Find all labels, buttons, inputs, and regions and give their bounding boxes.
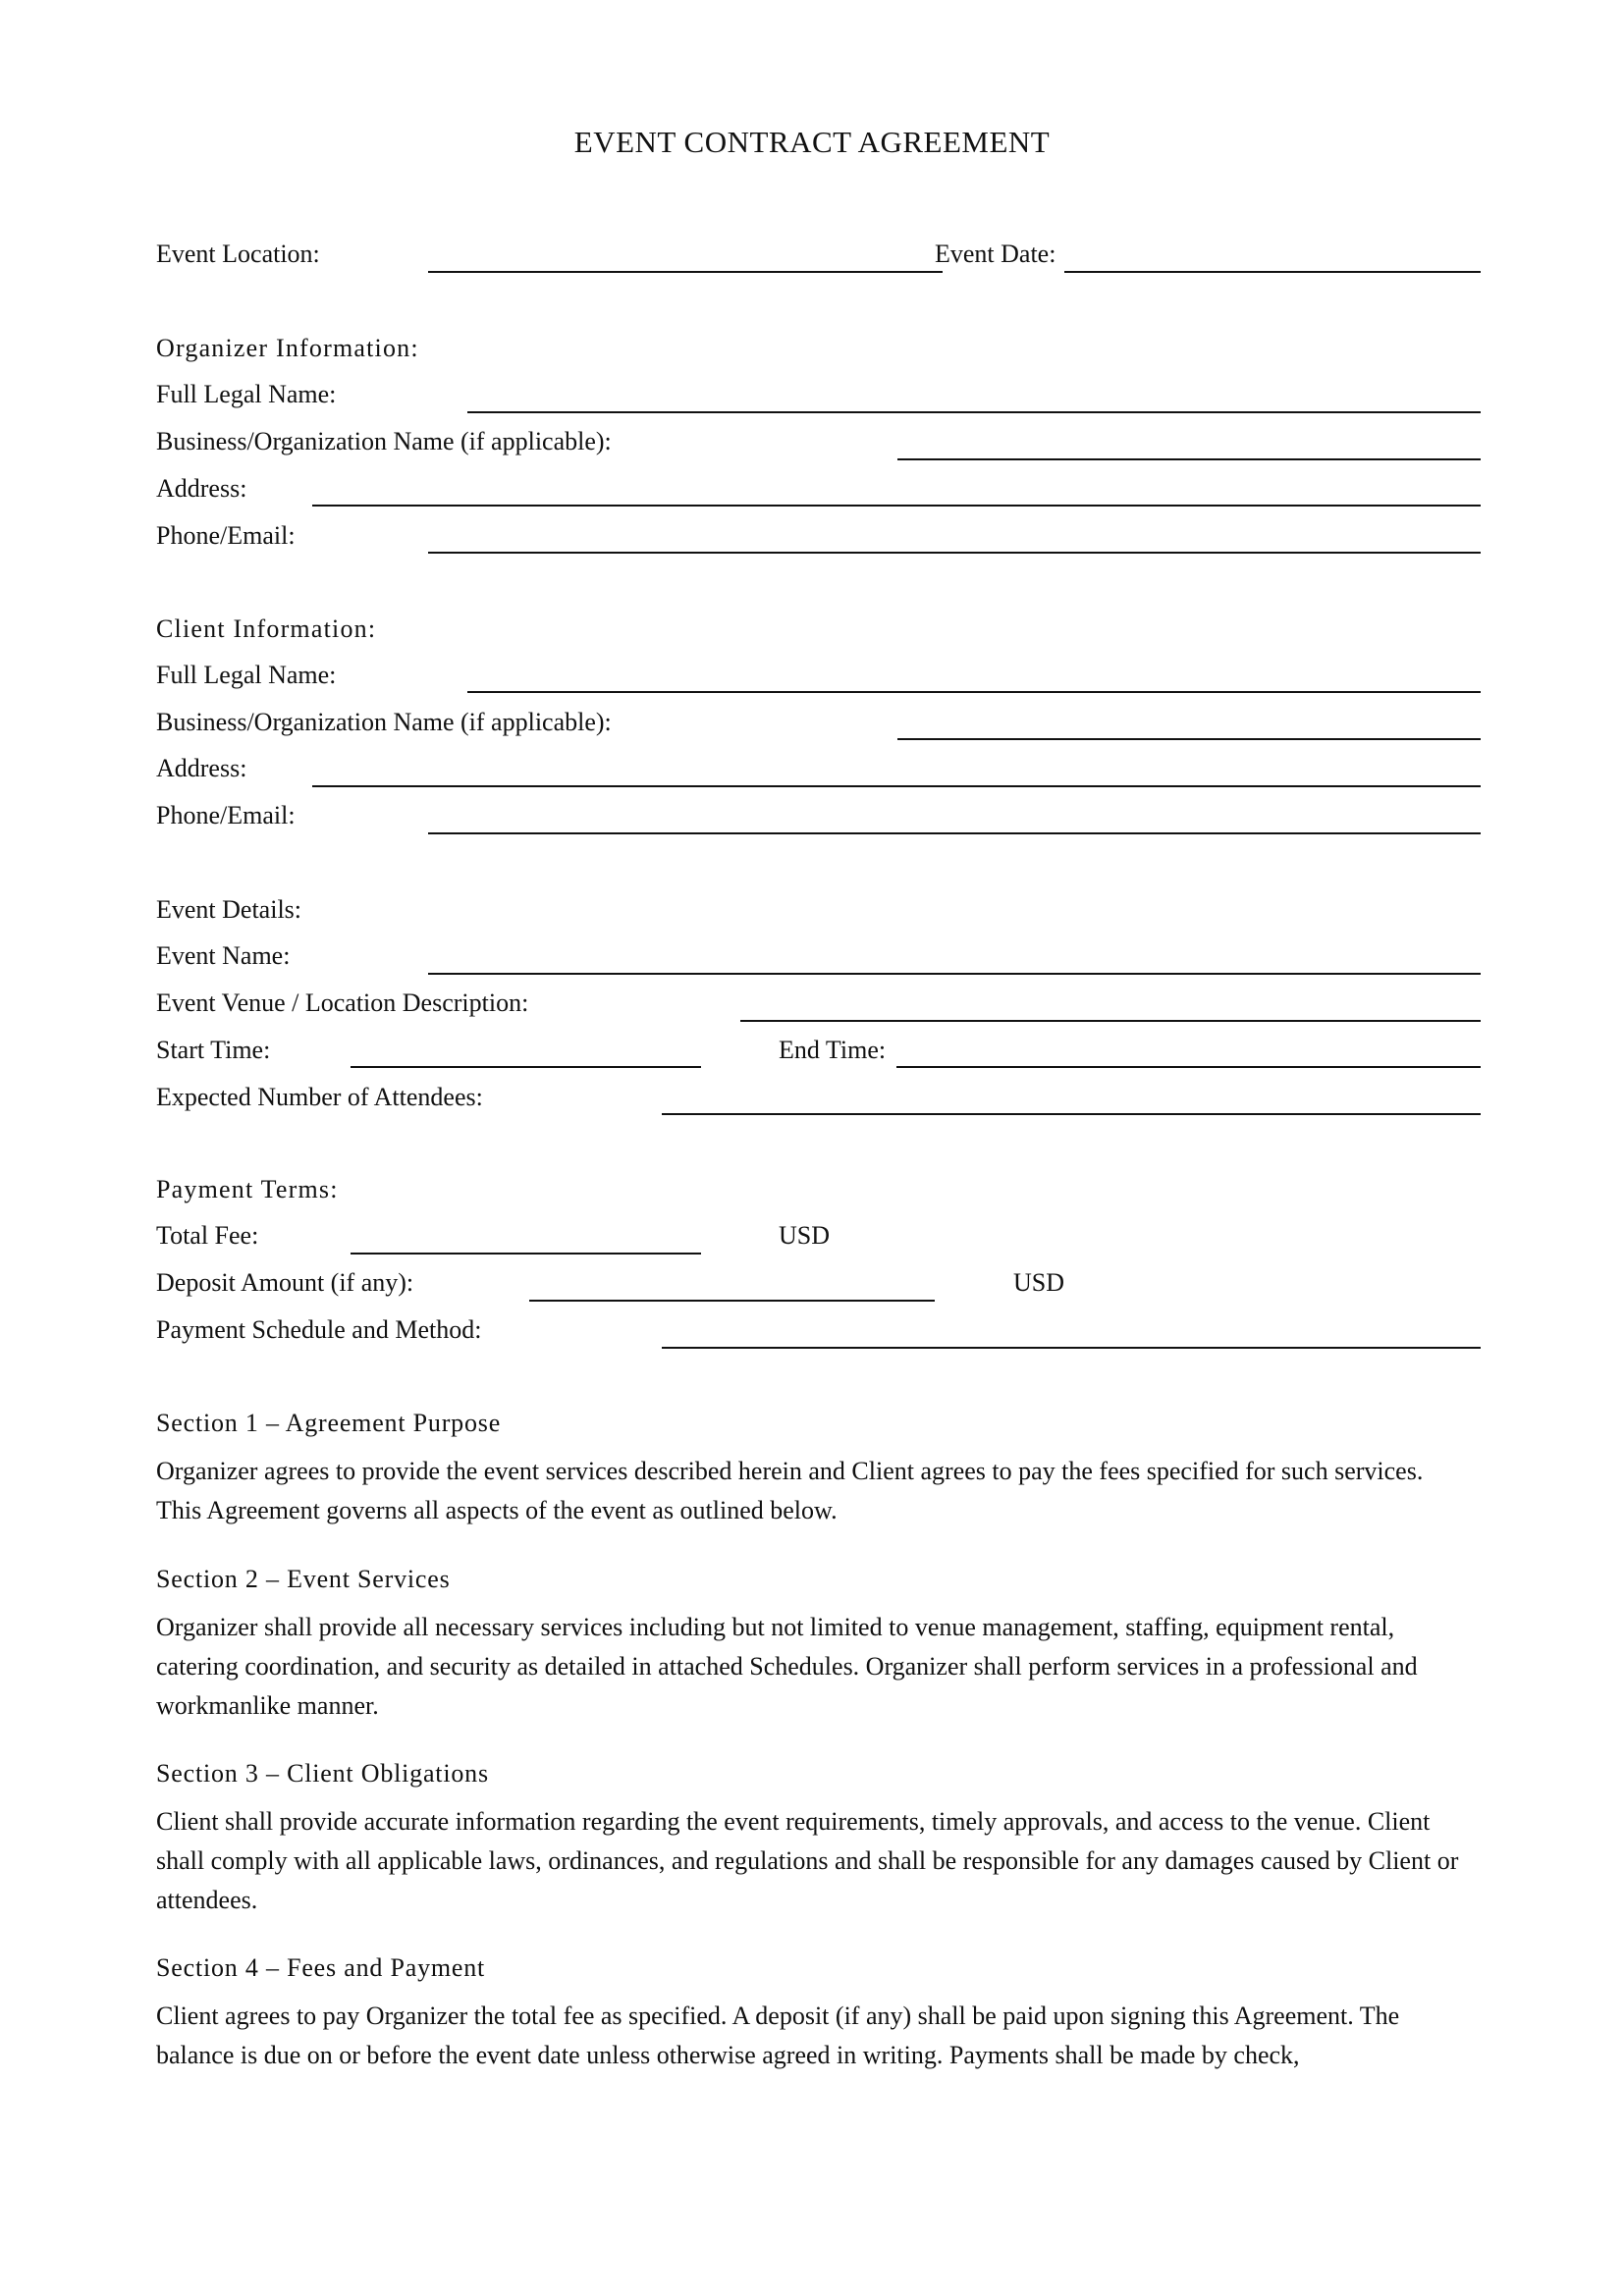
client-address-field[interactable] <box>312 785 1481 787</box>
start-time-field[interactable] <box>351 1066 701 1068</box>
end-time-label: End Time: <box>779 1036 887 1064</box>
attendees-label: Expected Number of Attendees: <box>156 1083 483 1111</box>
event-venue-label: Event Venue / Location Description: <box>156 988 529 1017</box>
section-4-body: Client agrees to pay Organizer the total fee as specified. A deposit (if any) shall be paid upon signing this Agreement. The balance is due on or before the event date unless otherwise agreed in writing. Payments shall be made by check, <box>156 2002 1400 2069</box>
section-1-body: Organizer agrees to provide the event services described herein and Client agrees to pay the fees specified for such services. This Agreement governs all aspects of the event as outlined below. <box>156 1457 1424 1524</box>
total-fee-currency: USD <box>779 1221 831 1250</box>
client-phone-field[interactable] <box>428 832 1481 834</box>
client-address-label: Address: <box>156 754 247 782</box>
client-full-name-label: Full Legal Name: <box>156 661 337 689</box>
event-details-heading: Event Details: <box>156 895 302 924</box>
organizer-full-name-label: Full Legal Name: <box>156 380 337 408</box>
payment-schedule-label: Payment Schedule and Method: <box>156 1315 482 1344</box>
client-heading: Client Information: <box>156 614 377 643</box>
event-name-field[interactable] <box>428 973 1481 975</box>
section-3-body: Client shall provide accurate information regarding the event requirements, timely approvals, and access to the venue. Client shall comply with all applicable laws, ordinances, and regulations and shall be responsible for any damages caused by Client or attendees. <box>156 1807 1459 1914</box>
start-time-label: Start Time: <box>156 1036 271 1064</box>
organizer-address-label: Address: <box>156 474 247 503</box>
client-full-name-field[interactable] <box>467 691 1481 693</box>
event-name-label: Event Name: <box>156 941 291 970</box>
section-2-body: Organizer shall provide all necessary services including but not limited to venue management, staffing, equipment rental, catering coordination, and security as detailed in attached Schedules. Organizer shall perform services in a professional and workmanlike manner. <box>156 1613 1418 1720</box>
organizer-heading: Organizer Information: <box>156 334 419 362</box>
event-date-field[interactable] <box>1064 271 1481 273</box>
organizer-phone-field[interactable] <box>428 552 1481 554</box>
section-1-title: Section 1 – Agreement Purpose <box>156 1409 502 1437</box>
client-business-field[interactable] <box>897 738 1481 740</box>
end-time-field[interactable] <box>896 1066 1481 1068</box>
event-location-field[interactable] <box>428 271 943 273</box>
payment-heading: Payment Terms: <box>156 1175 339 1203</box>
event-location-label: Event Location: <box>156 240 320 268</box>
deposit-field[interactable] <box>529 1300 935 1302</box>
client-business-label: Business/Organization Name (if applicable): <box>156 708 612 736</box>
client-phone-label: Phone/Email: <box>156 801 296 829</box>
payment-schedule-field[interactable] <box>662 1347 1481 1349</box>
organizer-business-label: Business/Organization Name (if applicable): <box>156 427 612 455</box>
organizer-phone-label: Phone/Email: <box>156 521 296 550</box>
event-date-label: Event Date: <box>935 240 1056 268</box>
document-title: EVENT CONTRACT AGREEMENT <box>573 125 1051 159</box>
total-fee-label: Total Fee: <box>156 1221 259 1250</box>
organizer-business-field[interactable] <box>897 458 1481 460</box>
deposit-currency: USD <box>1013 1268 1065 1297</box>
total-fee-field[interactable] <box>351 1253 701 1255</box>
section-2-title: Section 2 – Event Services <box>156 1565 451 1593</box>
organizer-address-field[interactable] <box>312 505 1481 507</box>
organizer-full-name-field[interactable] <box>467 411 1481 413</box>
event-venue-field[interactable] <box>740 1020 1481 1022</box>
section-3-title: Section 3 – Client Obligations <box>156 1759 489 1788</box>
deposit-label: Deposit Amount (if any): <box>156 1268 414 1297</box>
section-4-title: Section 4 – Fees and Payment <box>156 1953 486 1982</box>
attendees-field[interactable] <box>662 1113 1481 1115</box>
